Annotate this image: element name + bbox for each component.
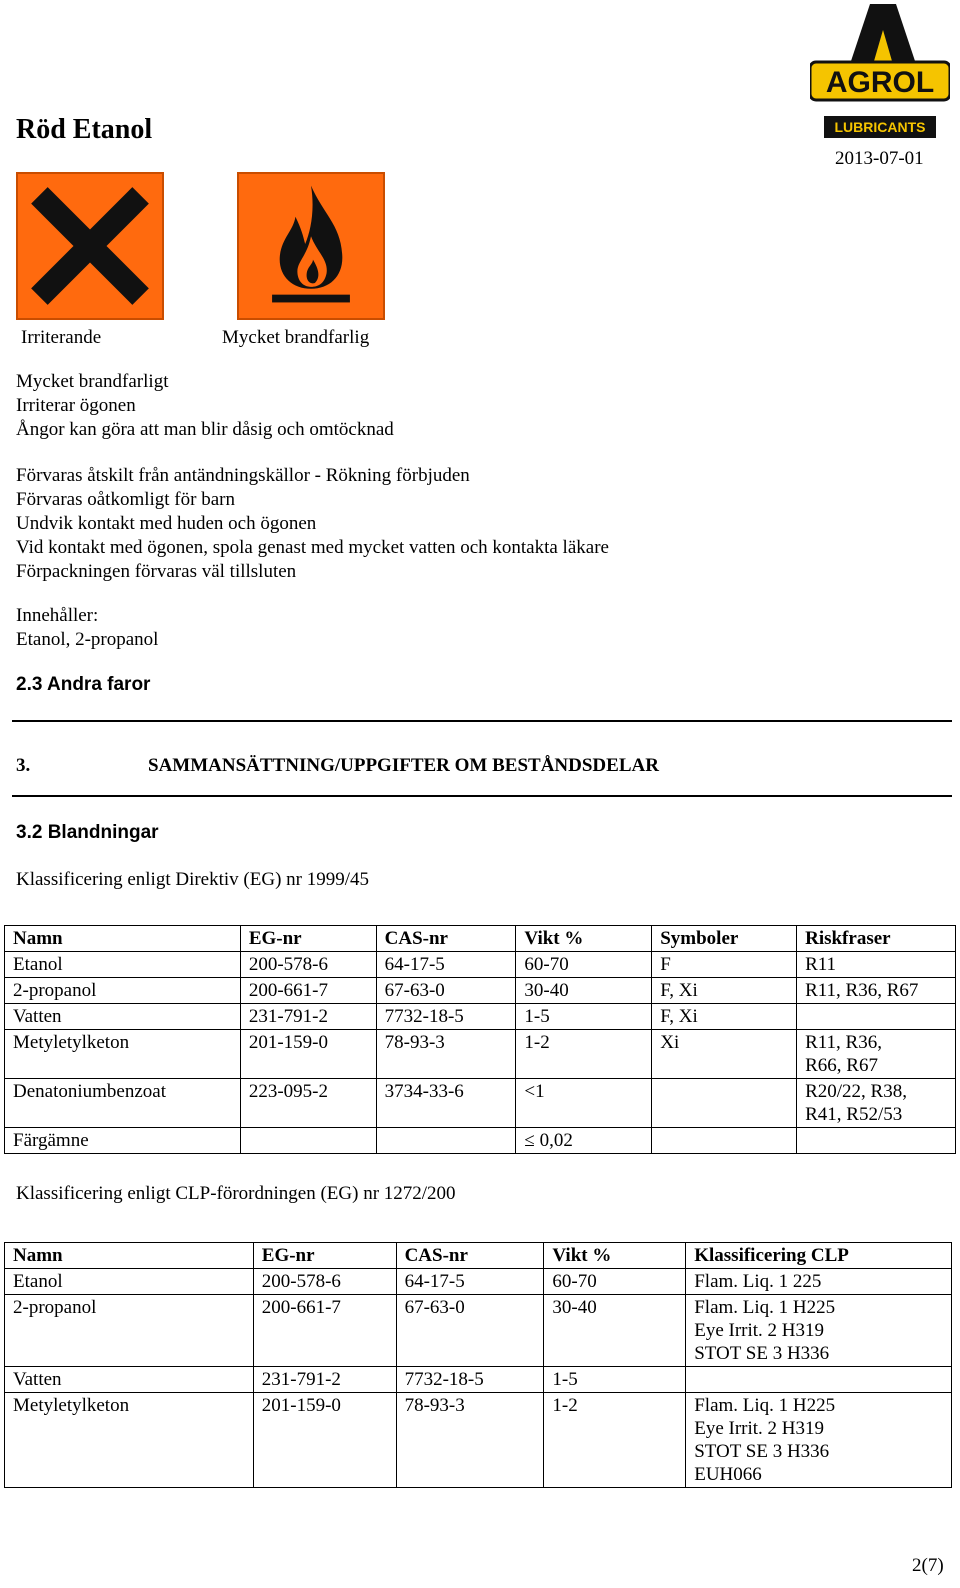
table-header-row: [5, 926, 956, 952]
table-cell: Färgämne: [5, 1128, 241, 1154]
column-header: Symboler: [652, 926, 797, 952]
table-cell: 7732-18-5: [396, 1367, 544, 1393]
table-cell: 1-2: [544, 1393, 686, 1488]
table-row: [5, 1004, 956, 1030]
irritant-cross-icon: [16, 172, 164, 320]
table-cell: 64-17-5: [396, 1269, 544, 1295]
table-cell: [240, 1128, 376, 1154]
product-title: Röd Etanol: [16, 114, 153, 145]
table-cell: 67-63-0: [396, 1295, 544, 1367]
column-header: Klassificering CLP: [686, 1243, 952, 1269]
contains-value: Etanol, 2-propanol: [16, 629, 159, 650]
column-header: Vikt %: [544, 1243, 686, 1269]
table-row: [5, 1079, 956, 1128]
hazard-statements: [16, 370, 394, 442]
table-row: [5, 978, 956, 1004]
table-cell: 30-40: [516, 978, 652, 1004]
table-row: [5, 952, 956, 978]
precautionary-statement: Vid kontakt med ögonen, spola genast med mycket vatten och kontakta läkare: [16, 537, 609, 558]
divider: [12, 720, 952, 722]
table-cell: 231-791-2: [240, 1004, 376, 1030]
table-cell: 78-93-3: [396, 1393, 544, 1488]
table-cell: 1-2: [516, 1030, 652, 1079]
precautionary-statement: Förpackningen förvaras väl tillsluten: [16, 561, 297, 582]
logo-subtext: LUBRICANTS: [834, 119, 926, 135]
table-cell: Vatten: [5, 1004, 241, 1030]
logo-text: AGROL: [825, 66, 935, 99]
table-header-row: [5, 1243, 952, 1269]
table-cell: 200-578-6: [253, 1269, 396, 1295]
classification-table-1999-45: [4, 925, 956, 1154]
table-cell: [652, 1079, 797, 1128]
table-cell: 1-5: [544, 1367, 686, 1393]
page-number: 2(7): [912, 1555, 944, 1576]
precautionary-statement: Förvaras oåtkomligt för barn: [16, 489, 235, 510]
table-cell: Etanol: [5, 1269, 254, 1295]
table-cell: 223-095-2: [240, 1079, 376, 1128]
table-cell: <1: [516, 1079, 652, 1128]
column-header: Riskfraser: [797, 926, 956, 952]
column-header: Namn: [5, 926, 241, 952]
table-cell: F, Xi: [652, 1004, 797, 1030]
hazard-statement: Irriterar ögonen: [16, 395, 136, 416]
table-cell: 201-159-0: [253, 1393, 396, 1488]
table-cell: Vatten: [5, 1367, 254, 1393]
table-cell: Denatoniumbenzoat: [5, 1079, 241, 1128]
table-cell: 201-159-0: [240, 1030, 376, 1079]
table-cell: R20/22, R38, R41, R52/53: [797, 1079, 956, 1128]
table-cell: [652, 1128, 797, 1154]
contains-block: [16, 604, 158, 652]
section-3-2-heading: 3.2 Blandningar: [16, 822, 159, 843]
table-cell: [686, 1367, 952, 1393]
table-cell: R11, R36, R67: [797, 978, 956, 1004]
table-cell: [797, 1004, 956, 1030]
table-cell: F: [652, 952, 797, 978]
pictogram-label-irritant: Irriterande: [21, 327, 102, 348]
hazard-statement: Ångor kan göra att man blir dåsig och omtöcknad: [16, 419, 394, 440]
table-cell: 200-661-7: [253, 1295, 396, 1367]
table-cell: 200-661-7: [240, 978, 376, 1004]
table-cell: Flam. Liq. 1 225: [686, 1269, 952, 1295]
table-cell: 60-70: [544, 1269, 686, 1295]
table-cell: 64-17-5: [376, 952, 516, 978]
section-3-title: SAMMANSÄTTNING/UPPGIFTER OM BESTÅNDSDELAR: [148, 755, 659, 776]
document-date: 2013-07-01: [835, 148, 924, 169]
classification-table-clp: [4, 1242, 952, 1488]
table-cell: 67-63-0: [376, 978, 516, 1004]
column-header: Vikt %: [516, 926, 652, 952]
table1-caption: Klassificering enligt Direktiv (EG) nr 1999/45: [16, 869, 370, 890]
table-cell: 60-70: [516, 952, 652, 978]
hazard-statement: Mycket brandfarligt: [16, 371, 169, 392]
table-cell: Etanol: [5, 952, 241, 978]
table-cell: Flam. Liq. 1 H225 Eye Irrit. 2 H319 STOT SE 3 H336 EUH066: [686, 1393, 952, 1488]
table-cell: 1-5: [516, 1004, 652, 1030]
table2-caption: Klassificering enligt CLP-förordningen (EG) nr 1272/200: [16, 1183, 456, 1204]
column-header: EG-nr: [253, 1243, 396, 1269]
table-row: [5, 1367, 952, 1393]
table-cell: 7732-18-5: [376, 1004, 516, 1030]
table-row: [5, 1295, 952, 1367]
table-cell: R11: [797, 952, 956, 978]
table-cell: 30-40: [544, 1295, 686, 1367]
table-cell: F, Xi: [652, 978, 797, 1004]
table-cell: [797, 1128, 956, 1154]
table-cell: [376, 1128, 516, 1154]
precautionary-statements: [16, 464, 609, 584]
table-cell: 78-93-3: [376, 1030, 516, 1079]
table-row: [5, 1393, 952, 1488]
flame-icon: [237, 172, 385, 320]
table-cell: Xi: [652, 1030, 797, 1079]
table-cell: 200-578-6: [240, 952, 376, 978]
table-cell: 3734-33-6: [376, 1079, 516, 1128]
pictogram-label-flammable: Mycket brandfarlig: [222, 327, 370, 348]
column-header: CAS-nr: [396, 1243, 544, 1269]
table-cell: Flam. Liq. 1 H225 Eye Irrit. 2 H319 STOT SE 3 H336: [686, 1295, 952, 1367]
agrol-logo: [810, 4, 950, 140]
column-header: EG-nr: [240, 926, 376, 952]
table-cell: Metyletylketon: [5, 1393, 254, 1488]
section-2-3-heading: 2.3 Andra faror: [16, 674, 151, 695]
table-row: [5, 1030, 956, 1079]
contains-label: Innehåller:: [16, 605, 99, 626]
column-header: CAS-nr: [376, 926, 516, 952]
section-3-number: 3.: [16, 755, 31, 776]
table-cell: ≤ 0,02: [516, 1128, 652, 1154]
table-row: [5, 1269, 952, 1295]
divider: [12, 795, 952, 797]
precautionary-statement: Undvik kontakt med huden och ögonen: [16, 513, 317, 534]
table-row: [5, 1128, 956, 1154]
table-cell: 2-propanol: [5, 1295, 254, 1367]
precautionary-statement: Förvaras åtskilt från antändningskällor - Rökning förbjuden: [16, 465, 470, 486]
table-cell: 231-791-2: [253, 1367, 396, 1393]
table-cell: 2-propanol: [5, 978, 241, 1004]
column-header: Namn: [5, 1243, 254, 1269]
table-cell: Metyletylketon: [5, 1030, 241, 1079]
table-cell: R11, R36, R66, R67: [797, 1030, 956, 1079]
